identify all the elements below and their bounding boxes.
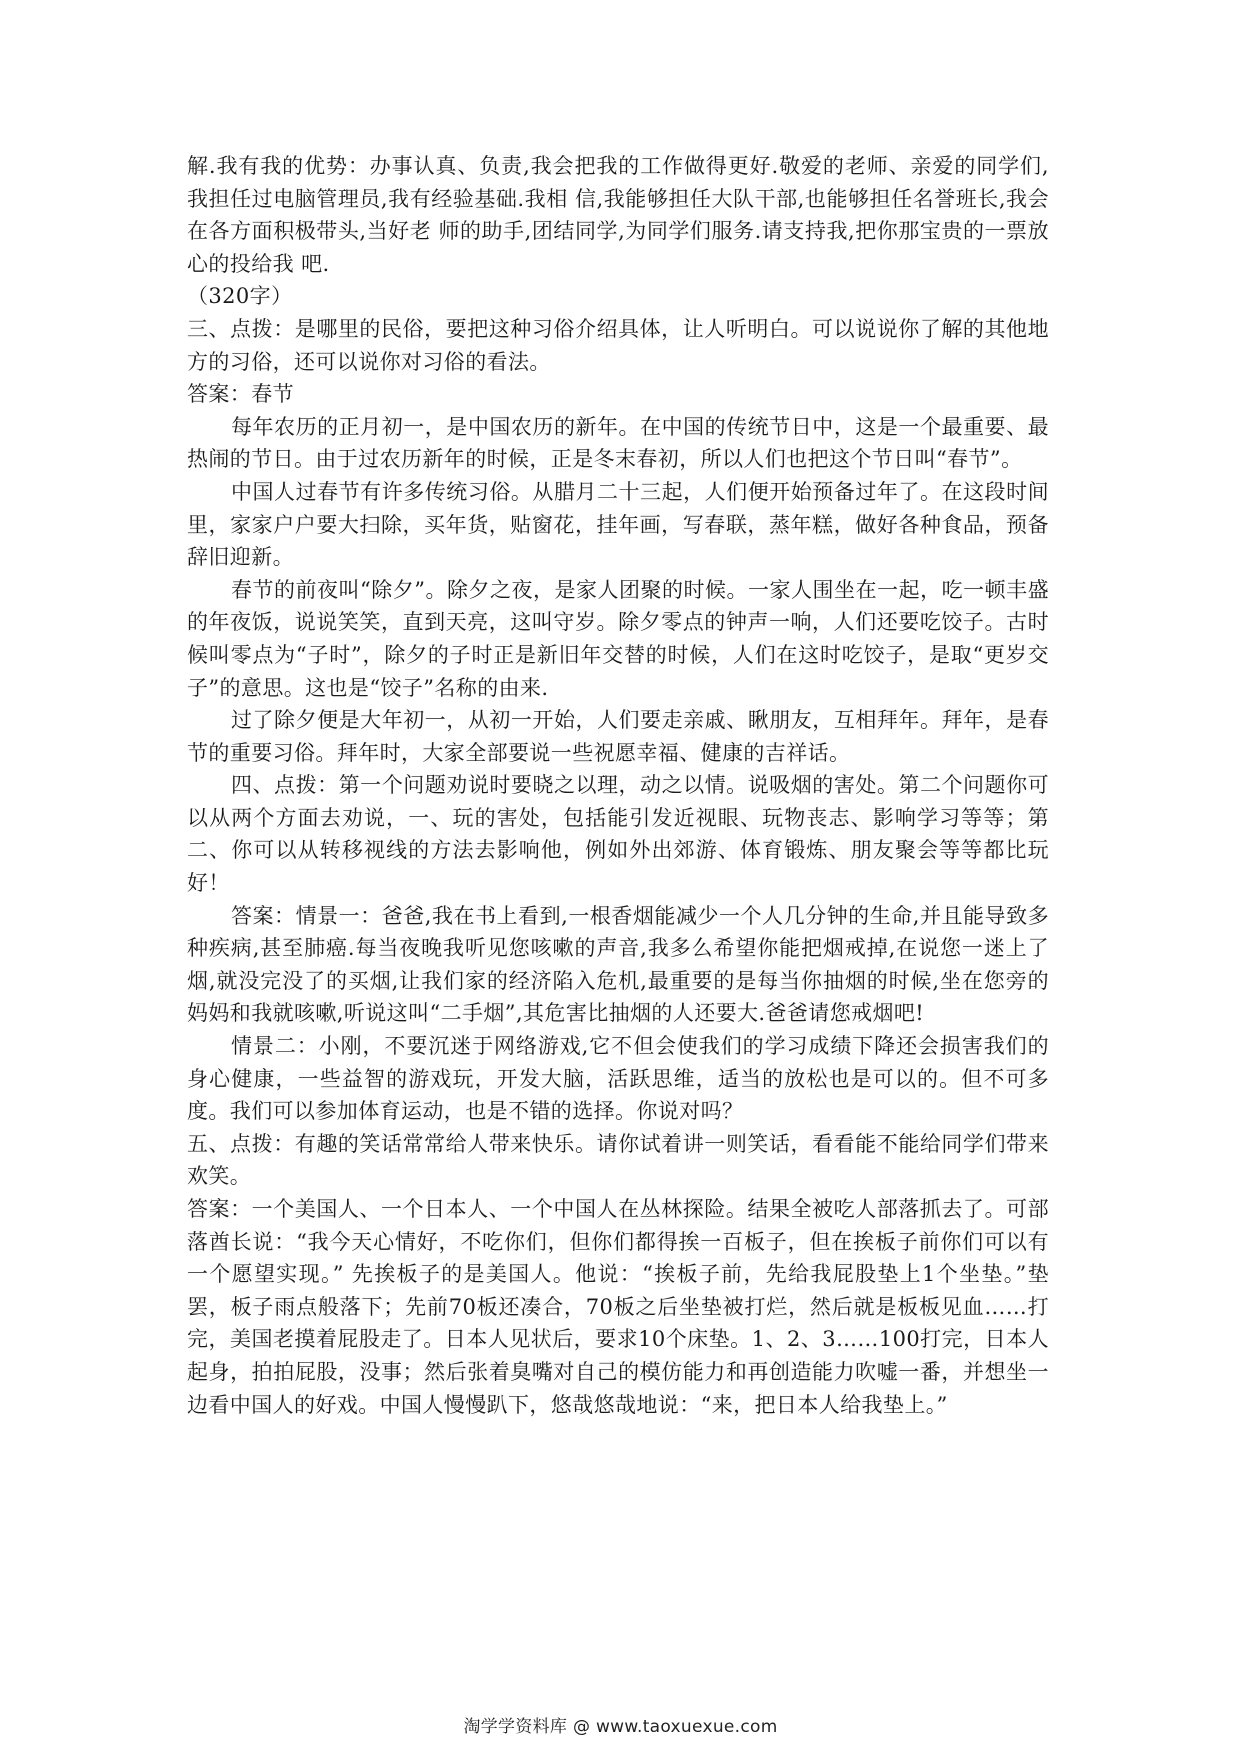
paragraph-joke-answer: 答案：一个美国人、一个日本人、一个中国人在丛林探险。结果全被吃人部落抓去了。可部落酋长说：“我今天心情好，不吃你们，但你们都得挨一百板子，但在挨板子前你们可以有一个愿望实现。” 先挨板子的是美国人。他说：“挨板子前，先给我屁股垫上1个坐垫。”垫罢，板子雨点般落下；先前70板还凑合，70板之后坐垫被打烂，然后就是板板见血……打完，美国老摸着屁股走了。日本人见状后，要求10个床垫。1、2、3……100打完，日本人起身，拍拍屁股，没事；然后张着臭嘴对自己的模仿能力和再创造能力吹嘘一番，并想坐一边看中国人的好戏。中国人慢慢趴下，悠哉悠哉地说：“来，把日本人给我垫上。” — [187, 1197, 1049, 1417]
paragraph-spring-festival-customs: 中国人过春节有许多传统习俗。从腊月二十三起，人们便开始预备过年了。在这段时间里，家家户户要大扫除，买年货，贴窗花，挂年画，写春联，蒸年糕，做好各种食品，预备辞旧迎新。 — [187, 479, 1049, 570]
paragraph-word-count: （320字） — [187, 284, 293, 309]
footer-watermark: 淘学学资料库 @ www.taoxuexue.com — [463, 1717, 778, 1737]
paragraph-new-years-eve: 春节的前夜叫“除夕”。除夕之夜，是家人团聚的时候。一家人围坐在一起，吃一顿丰盛的年夜饭，说说笑笑，直到天亮，这叫守岁。除夕零点的钟声一响，人们还要吃饺子。古时候叫零点为“子时”，除夕的子时正是新旧年交替的时候，人们在这时吃饺子，是取“更岁交子”的意思。这也是“饺子”名称的由来. — [187, 577, 1049, 700]
paragraph-section-five-hint: 五、点拨：有趣的笑话常常给人带来快乐。请你试着讲一则笑话，看看能不能给同学们带来欢笑。 — [187, 1131, 1049, 1189]
paragraph-section-three-hint: 三、点拨：是哪里的民俗，要把这种习俗介绍具体，让人听明白。可以说说你了解的其他地方的习俗，还可以说你对习俗的看法。 — [187, 316, 1049, 374]
paragraph-section-three-answer: 答案：春节 — [187, 382, 294, 407]
paragraph-section-four-hint: 四、点拨：第一个问题劝说时要晓之以理，动之以情。说吸烟的害处。第二个问题你可以从两个方面去劝说，一、玩的害处，包括能引发近视眼、玩物丧志、影响学习等等；第二、你可以从转移视线的方法去影响他，例如外出郊游、体育锻炼、朋友聚会等等都比玩好！ — [187, 773, 1049, 896]
paragraph-scenario-one: 答案：情景一：爸爸,我在书上看到,一根香烟能减少一个人几分钟的生命,并且能导致多种疾病,甚至肺癌.每当夜晚我听见您咳嗽的声音,我多么希望你能把烟戒掉,在说您一迷上了烟,就没完没了的买烟,让我们家的经济陷入危机,最重要的是每当你抽烟的时候,坐在您旁的妈妈和我就咳嗽,听说这叫“二手烟”,其危害比抽烟的人还要大.爸爸请您戒烟吧! — [187, 903, 1049, 1026]
document-body — [187, 150, 1049, 1421]
paragraph-scenario-two: 情景二：小刚，不要沉迷于网络游戏,它不但会使我们的学习成绩下降还会损害我们的身心健康，一些益智的游戏玩，开发大脑，活跃思维，适当的放松也是可以的。但不可多度。我们可以参加体育运动，也是不错的选择。你说对吗？ — [187, 1034, 1049, 1124]
paragraph-election-speech: 解.我有我的优势：办事认真、负责,我会把我的工作做得更好.敬爱的老师、亲爱的同学们,我担任过电脑管理员,我有经验基础.我相 信,我能够担任大队干部,也能够担任名誉班长,我会在各方面积极带头,当好老 师的助手,团结同学,为同学们服务.请支持我,把你那宝贵的一票放心的投给我 吧. — [187, 154, 1049, 276]
paragraph-spring-festival-intro: 每年农历的正月初一，是中国农历的新年。在中国的传统节日中，这是一个最重要、最热闹的节日。由于过农历新年的时候，正是冬末春初，所以人们也把这个节日叫“春节”。 — [187, 414, 1049, 472]
paragraph-new-year-greetings: 过了除夕便是大年初一，从初一开始，人们要走亲戚、瞅朋友，互相拜年。拜年，是春节的重要习俗。拜年时，大家全部要说一些祝愿幸福、健康的吉祥话。 — [187, 708, 1049, 765]
